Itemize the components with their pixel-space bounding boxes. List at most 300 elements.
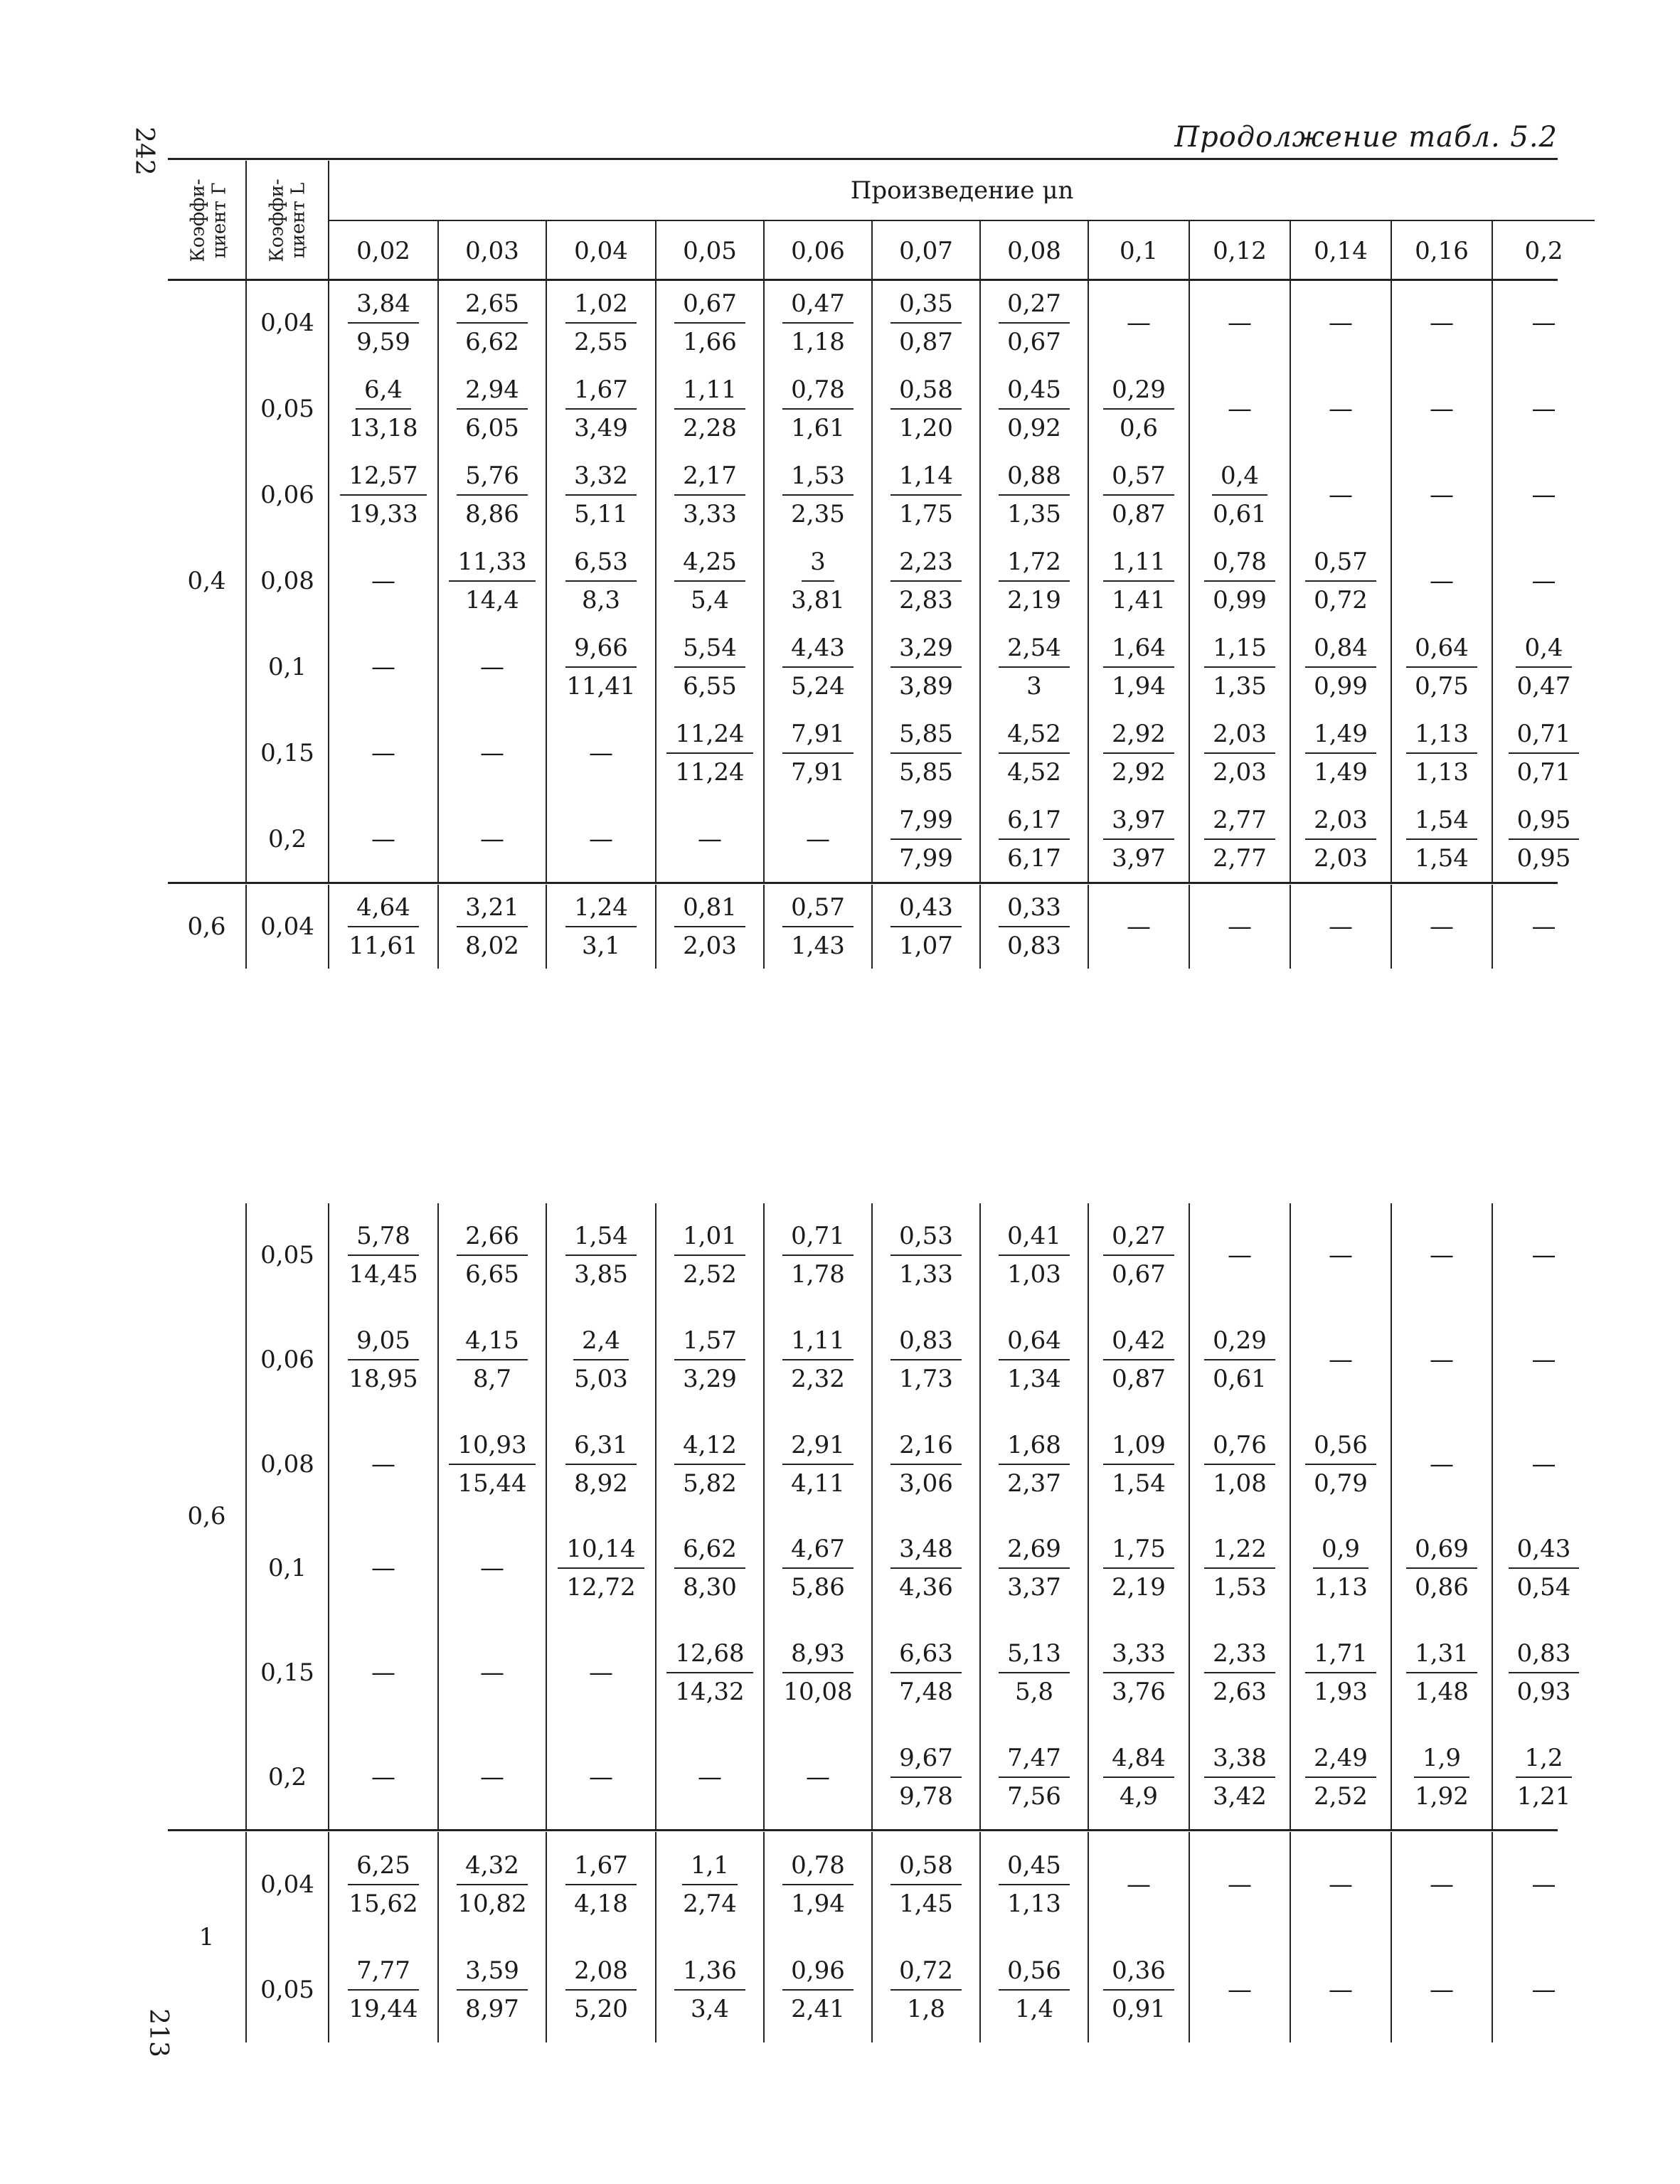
- dash: —: [1329, 309, 1353, 338]
- fraction: [999, 805, 1070, 873]
- fraction-numerator: 0,56: [999, 1959, 1070, 1991]
- fraction-numerator: 0,69: [1406, 1537, 1477, 1569]
- fraction-numerator: 7,47: [999, 1746, 1070, 1778]
- fraction-numerator: 1,53: [782, 464, 854, 496]
- fraction-cell: [764, 1937, 872, 2042]
- fraction-numerator: 5,78: [348, 1224, 419, 1256]
- dash: —: [1430, 912, 1454, 941]
- fraction-denominator: 14,32: [675, 1677, 745, 1706]
- fraction-denominator: 1,78: [791, 1260, 845, 1289]
- fraction: [999, 1328, 1070, 1391]
- fraction-denominator: 0,87: [1112, 1364, 1166, 1393]
- fraction: [1406, 1743, 1477, 1811]
- dash: —: [1430, 1870, 1454, 1899]
- fraction-cell: [656, 1621, 764, 1725]
- l-value: 0,04: [246, 1832, 329, 1937]
- fraction-denominator: 1,21: [1516, 1781, 1571, 1811]
- empty-cell: [1492, 885, 1595, 969]
- column-header: 0,08: [980, 220, 1088, 280]
- fraction-cell: [1391, 1621, 1492, 1725]
- gamma-value: 0,6: [187, 1502, 226, 1530]
- fraction-numerator: 0,78: [782, 1853, 854, 1885]
- fraction-denominator: 1,43: [791, 932, 845, 960]
- fraction-denominator: 2,74: [683, 1890, 737, 1918]
- fraction-denominator: 1,93: [1314, 1677, 1368, 1706]
- fraction: [999, 1224, 1070, 1287]
- dash: —: [1329, 1870, 1353, 1899]
- fraction-denominator: 0,95: [1516, 843, 1571, 873]
- fraction: [890, 1430, 962, 1498]
- fraction-numerator: 7,99: [890, 808, 962, 840]
- fraction-denominator: 15,44: [457, 1469, 527, 1498]
- fraction-numerator: 6,62: [674, 1537, 745, 1569]
- fraction: [666, 719, 753, 787]
- fraction-denominator: 5,03: [574, 1364, 628, 1393]
- empty-cell: [1492, 1203, 1595, 1308]
- dash: —: [480, 1762, 504, 1791]
- gamma-value: 0,6: [187, 912, 226, 941]
- fraction-numerator: 3,29: [890, 636, 962, 668]
- fraction: [782, 547, 854, 614]
- gamma-header-line1: Коэффи-: [187, 179, 209, 262]
- fraction-numerator: 1,36: [674, 1959, 745, 1991]
- l-value: 0,05: [246, 366, 329, 452]
- fraction-denominator: 8,3: [581, 585, 621, 614]
- table-row: [168, 1203, 1595, 1308]
- fraction-numerator: 2,16: [890, 1433, 962, 1465]
- fraction-cell: [329, 1832, 438, 1937]
- fraction-numerator: 5,85: [890, 722, 962, 754]
- empty-cell: [1492, 1937, 1595, 2042]
- fraction: [1103, 1535, 1174, 1602]
- dash: —: [1228, 912, 1252, 941]
- fraction-cell: [438, 280, 546, 366]
- fraction: [1204, 1430, 1275, 1498]
- dash: —: [1228, 1976, 1252, 2004]
- fraction-numerator: 1,1: [682, 1853, 738, 1885]
- fraction: [1305, 1641, 1376, 1704]
- empty-cell: [546, 1725, 656, 1829]
- fraction: [457, 1956, 528, 2023]
- fraction: [782, 633, 854, 701]
- empty-cell: [1290, 885, 1391, 969]
- fraction-denominator: 1,20: [899, 414, 953, 443]
- fraction: [565, 1956, 637, 2023]
- fraction: [999, 1641, 1070, 1704]
- fraction: [999, 1535, 1070, 1602]
- fraction-numerator: 2,65: [457, 292, 528, 324]
- fraction: [782, 1430, 854, 1498]
- fraction-cell: [764, 885, 872, 969]
- fraction: [999, 547, 1070, 614]
- fraction-cell: [1290, 624, 1391, 710]
- fraction-numerator: 11,24: [666, 722, 753, 754]
- fraction-denominator: 11,61: [349, 932, 418, 960]
- fraction-denominator: 5,82: [683, 1469, 737, 1498]
- empty-cell: [1492, 366, 1595, 452]
- fraction-numerator: 0,57: [1103, 464, 1174, 496]
- fraction-denominator: 10,82: [457, 1890, 527, 1918]
- fraction-cell: [1391, 710, 1492, 796]
- fraction: [999, 1430, 1070, 1498]
- fraction-denominator: 4,36: [899, 1573, 953, 1602]
- fraction: [674, 1956, 745, 2023]
- fraction-denominator: 3,33: [683, 500, 737, 529]
- l-value: 0,05: [246, 1937, 329, 2042]
- empty-cell: [329, 1412, 438, 1516]
- dash: —: [1329, 1345, 1353, 1374]
- fraction: [457, 375, 528, 443]
- fraction-numerator: 0,43: [890, 895, 962, 927]
- fraction-numerator: 0,29: [1204, 1328, 1275, 1360]
- empty-cell: [1391, 885, 1492, 969]
- dash: —: [1127, 912, 1151, 941]
- l-value: 0,05: [246, 1203, 329, 1308]
- empty-cell: [329, 538, 438, 624]
- fraction-cell: [764, 538, 872, 624]
- fraction-cell: [872, 1621, 980, 1725]
- fraction: [1204, 805, 1275, 873]
- empty-cell: [329, 1621, 438, 1725]
- fraction-denominator: 2,03: [1213, 757, 1267, 787]
- fraction-cell: [980, 452, 1088, 538]
- fraction-numerator: 1,09: [1103, 1433, 1174, 1465]
- dash: —: [589, 1658, 613, 1687]
- fraction: [890, 719, 962, 787]
- fraction: [565, 895, 637, 958]
- empty-cell: [764, 1725, 872, 1829]
- fraction-denominator: 3,42: [1213, 1781, 1267, 1811]
- dash: —: [371, 738, 395, 767]
- fraction-denominator: 6,65: [465, 1260, 519, 1289]
- fraction-numerator: 1,54: [1406, 808, 1477, 840]
- fraction: [558, 1535, 644, 1602]
- empty-cell: [1088, 1832, 1189, 1937]
- empty-cell: [1492, 1832, 1595, 1937]
- fraction-denominator: 11,24: [675, 757, 745, 787]
- fraction-cell: [1088, 1725, 1189, 1829]
- empty-cell: [1492, 1412, 1595, 1516]
- fraction-numerator: 3,97: [1103, 808, 1174, 840]
- fraction: [565, 1853, 637, 1916]
- fraction-cell: [656, 885, 764, 969]
- fraction-denominator: 0,61: [1213, 500, 1267, 529]
- fraction-cell: [872, 1203, 980, 1308]
- fraction-numerator: 0,78: [782, 378, 854, 410]
- l-value: 0,04: [246, 280, 329, 366]
- fraction-numerator: 2,77: [1204, 808, 1275, 840]
- fraction-denominator: 7,48: [899, 1677, 953, 1706]
- fraction: [890, 1853, 962, 1916]
- fraction: [565, 375, 637, 443]
- dash: —: [1228, 1870, 1252, 1899]
- fraction-cell: [1088, 624, 1189, 710]
- l-value: 0,08: [246, 1412, 329, 1516]
- fraction-numerator: 2,03: [1305, 808, 1376, 840]
- fraction-denominator: 2,19: [1112, 1573, 1166, 1602]
- column-header: 0,06: [764, 220, 872, 280]
- column-header: 0,1: [1088, 220, 1189, 280]
- fraction-numerator: 0,71: [1509, 722, 1580, 754]
- fraction-denominator: 19,33: [349, 500, 418, 529]
- table-header: [168, 161, 1595, 280]
- fraction: [340, 1853, 426, 1916]
- fraction-cell: [1189, 1516, 1290, 1621]
- fraction: [1103, 633, 1174, 701]
- empty-cell: [1492, 538, 1595, 624]
- fraction-numerator: 2,69: [999, 1537, 1070, 1569]
- fraction: [782, 1853, 854, 1916]
- fraction-denominator: 0,92: [1007, 414, 1061, 443]
- table-row: [168, 710, 1595, 796]
- fraction: [1305, 547, 1376, 614]
- fraction: [348, 289, 419, 357]
- fraction: [1103, 1328, 1174, 1391]
- fraction-numerator: 0,78: [1204, 550, 1275, 582]
- table-row: [168, 885, 1595, 969]
- fraction-cell: [872, 1412, 980, 1516]
- fraction: [890, 1956, 962, 2023]
- fraction-cell: [1492, 1725, 1595, 1829]
- fraction: [782, 719, 854, 787]
- empty-cell: [656, 1725, 764, 1829]
- dash: —: [1531, 309, 1556, 338]
- dash: —: [1329, 912, 1353, 941]
- fraction-cell: [656, 1412, 764, 1516]
- empty-cell: [1391, 1832, 1492, 1937]
- fraction-denominator: 1,13: [1415, 757, 1469, 787]
- gamma-value: 1: [198, 1923, 215, 1951]
- table-row: [168, 1725, 1595, 1829]
- fraction-numerator: 3,38: [1204, 1746, 1275, 1778]
- empty-cell: [1391, 1308, 1492, 1412]
- fraction-denominator: 1,08: [1213, 1469, 1267, 1498]
- fraction-cell: [1189, 452, 1290, 538]
- fraction: [340, 1224, 426, 1287]
- fraction-denominator: 8,7: [472, 1364, 512, 1393]
- fraction-cell: [438, 1937, 546, 2042]
- fraction-denominator: 0,93: [1516, 1677, 1571, 1706]
- fraction-denominator: 2,63: [1213, 1677, 1267, 1706]
- empty-cell: [1088, 885, 1189, 969]
- fraction-cell: [1088, 452, 1189, 538]
- fraction-numerator: 5,13: [999, 1641, 1070, 1673]
- fraction: [674, 462, 745, 529]
- fraction-cell: [1088, 710, 1189, 796]
- dash: —: [480, 824, 504, 853]
- fraction-numerator: 11,33: [449, 550, 535, 582]
- fraction-numerator: 4,52: [999, 722, 1070, 754]
- fraction-denominator: 3,1: [581, 932, 621, 960]
- fraction-numerator: 3: [802, 550, 834, 582]
- fraction-numerator: 6,17: [999, 808, 1070, 840]
- fraction-denominator: 1,92: [1415, 1781, 1469, 1811]
- dash: —: [1531, 395, 1556, 424]
- empty-cell: [438, 796, 546, 882]
- fraction-denominator: 4,18: [574, 1890, 628, 1918]
- fraction: [1509, 805, 1580, 873]
- fraction-numerator: 0,45: [999, 1853, 1070, 1885]
- fraction-numerator: 2,91: [782, 1433, 854, 1465]
- fraction-numerator: 6,25: [348, 1853, 419, 1885]
- fraction-numerator: 10,14: [558, 1537, 644, 1569]
- fraction-denominator: 6,62: [465, 328, 519, 357]
- fraction-cell: [1290, 1412, 1391, 1516]
- empty-cell: [1492, 280, 1595, 366]
- fraction-denominator: 3,37: [1007, 1573, 1061, 1602]
- fraction: [1103, 1224, 1174, 1287]
- top-rule: [168, 158, 1558, 160]
- fraction-numerator: 5,76: [457, 464, 528, 496]
- fraction-denominator: 8,02: [465, 932, 519, 960]
- fraction-denominator: 0,71: [1516, 757, 1571, 787]
- column-header: 0,12: [1189, 220, 1290, 280]
- fraction: [674, 375, 745, 443]
- fraction-numerator: 1,11: [782, 1328, 854, 1360]
- fraction-denominator: 0,72: [1314, 585, 1368, 614]
- dash: —: [1430, 566, 1454, 595]
- fraction-cell: [764, 1308, 872, 1412]
- dash: —: [589, 1762, 613, 1791]
- fraction: [1204, 1743, 1275, 1811]
- section-rule-1: [168, 882, 1558, 884]
- fraction-denominator: 3: [1026, 671, 1042, 701]
- fraction-numerator: 2,94: [457, 378, 528, 410]
- fraction-cell: [980, 1621, 1088, 1725]
- fraction-cell: [656, 710, 764, 796]
- empty-cell: [1290, 1832, 1391, 1937]
- fraction-numerator: 1,13: [1406, 722, 1477, 754]
- column-header: 0,07: [872, 220, 980, 280]
- fraction-numerator: 2,66: [457, 1224, 528, 1256]
- dash: —: [1127, 309, 1151, 338]
- fraction-numerator: 0,27: [1103, 1224, 1174, 1256]
- fraction: [457, 289, 528, 357]
- fraction: [565, 462, 637, 529]
- fraction-denominator: 6,55: [683, 671, 737, 701]
- column-header: 0,03: [438, 220, 546, 280]
- fraction-numerator: 0,9: [1313, 1537, 1368, 1569]
- fraction-denominator: 7,56: [1007, 1781, 1061, 1811]
- table-row: [168, 366, 1595, 452]
- fraction-cell: [872, 1937, 980, 2042]
- fraction-numerator: 4,25: [674, 550, 745, 582]
- fraction-denominator: 8,86: [465, 500, 519, 529]
- dash: —: [806, 824, 830, 853]
- fraction-cell: [329, 885, 438, 969]
- fraction: [890, 1743, 962, 1811]
- fraction-numerator: 0,58: [890, 378, 962, 410]
- fraction-cell: [764, 1203, 872, 1308]
- fraction-cell: [1088, 796, 1189, 882]
- fraction-cell: [438, 538, 546, 624]
- fraction-cell: [546, 538, 656, 624]
- fraction-numerator: 0,96: [782, 1959, 854, 1991]
- fraction-cell: [764, 1412, 872, 1516]
- empty-cell: [1391, 1412, 1492, 1516]
- fraction-cell: [764, 1516, 872, 1621]
- dash: —: [1430, 395, 1454, 424]
- fraction-numerator: 7,77: [348, 1959, 419, 1991]
- fraction-cell: [1391, 624, 1492, 710]
- fraction-cell: [1492, 1621, 1595, 1725]
- fraction-cell: [1492, 624, 1595, 710]
- fraction-denominator: 3,89: [899, 671, 953, 701]
- empty-cell: [1088, 280, 1189, 366]
- fraction-denominator: 1,94: [1112, 671, 1166, 701]
- fraction: [1103, 1743, 1174, 1811]
- fraction-cell: [1290, 796, 1391, 882]
- fraction-cell: [980, 1203, 1088, 1308]
- fraction: [782, 1535, 854, 1602]
- fraction-denominator: 0,86: [1415, 1573, 1469, 1602]
- fraction-denominator: 2,92: [1112, 757, 1166, 787]
- fraction-cell: [1088, 1937, 1189, 2042]
- fraction-cell: [546, 1516, 656, 1621]
- dash: —: [1531, 1870, 1556, 1899]
- fraction-numerator: 0,35: [890, 292, 962, 324]
- fraction-cell: [438, 366, 546, 452]
- fraction: [1509, 1743, 1580, 1811]
- fraction-denominator: 12,72: [566, 1573, 636, 1602]
- fraction-denominator: 1,13: [1314, 1573, 1368, 1602]
- fraction-denominator: 3,85: [574, 1260, 628, 1289]
- fraction-cell: [872, 1832, 980, 1937]
- fraction-denominator: 1,35: [1213, 671, 1267, 701]
- empty-cell: [1290, 366, 1391, 452]
- fraction-cell: [329, 1308, 438, 1412]
- empty-cell: [1189, 1832, 1290, 1937]
- fraction-numerator: 4,43: [782, 636, 854, 668]
- l-value: 0,04: [246, 885, 329, 969]
- fraction-cell: [1088, 1516, 1189, 1621]
- fraction-numerator: 0,84: [1305, 636, 1376, 668]
- fraction-numerator: 2,17: [674, 464, 745, 496]
- column-header: 0,16: [1391, 220, 1492, 280]
- empty-cell: [438, 1516, 546, 1621]
- fraction-denominator: 0,67: [1112, 1260, 1166, 1289]
- fraction-numerator: 4,12: [674, 1433, 745, 1465]
- fraction: [1103, 1641, 1174, 1704]
- fraction-cell: [872, 452, 980, 538]
- fraction-cell: [980, 624, 1088, 710]
- fraction: [1406, 805, 1477, 873]
- empty-cell: [546, 710, 656, 796]
- fraction: [999, 633, 1070, 701]
- fraction-cell: [980, 710, 1088, 796]
- empty-cell: [1189, 1203, 1290, 1308]
- table-row: [168, 624, 1595, 710]
- fraction: [340, 462, 426, 529]
- fraction-numerator: 8,93: [782, 1641, 854, 1673]
- fraction-denominator: 1,4: [1014, 1995, 1054, 2023]
- dash: —: [480, 1554, 504, 1583]
- empty-cell: [438, 1725, 546, 1829]
- fraction-cell: [329, 452, 438, 538]
- fraction-cell: [546, 280, 656, 366]
- l-value: 0,2: [246, 796, 329, 882]
- fraction-denominator: 1,13: [1007, 1890, 1061, 1918]
- column-header: 0,14: [1290, 220, 1391, 280]
- fraction-numerator: 0,45: [999, 378, 1070, 410]
- fraction-cell: [1088, 366, 1189, 452]
- fraction-numerator: 1,11: [1103, 550, 1174, 582]
- fraction-numerator: 7,91: [782, 722, 854, 754]
- fraction: [999, 1743, 1070, 1811]
- fraction-cell: [1189, 624, 1290, 710]
- fraction-numerator: 9,66: [565, 636, 637, 668]
- l-value: 0,06: [246, 452, 329, 538]
